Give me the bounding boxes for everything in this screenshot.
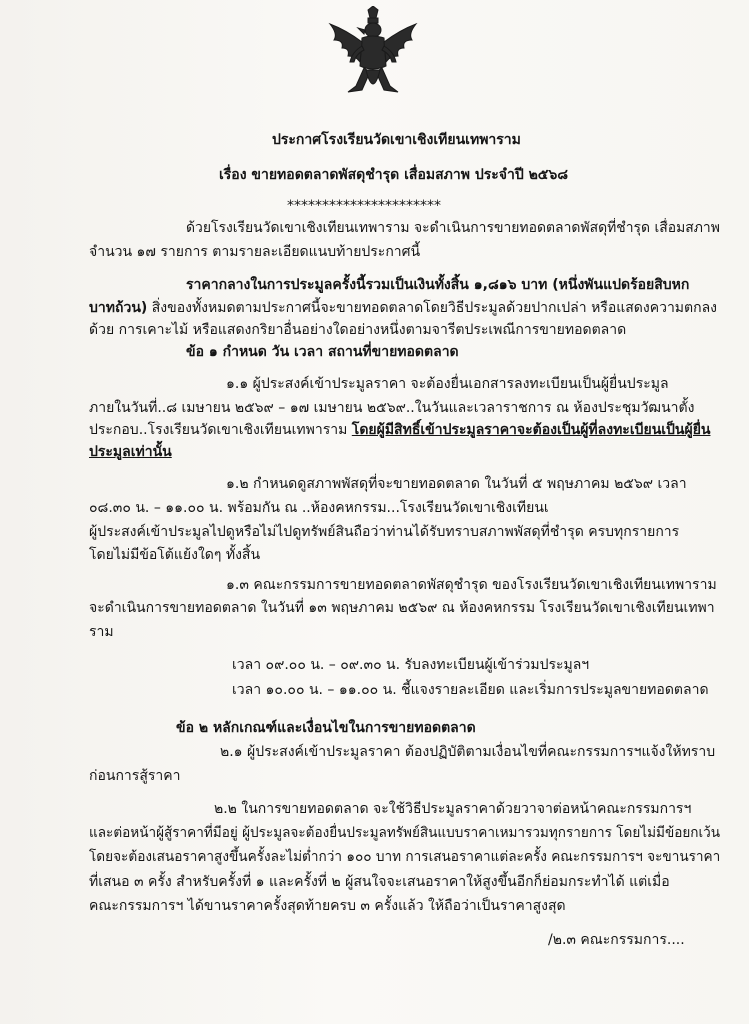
intro-line-2: จำนวน ๑๗ รายการ ตามรายละเอียดแนบท้ายประกาศนี้ <box>89 244 421 260</box>
item-1-1-line-4: ประมูลเท่านั้น <box>89 444 172 460</box>
clause-1-heading: ข้อ ๑ กำหนด วัน เวลา สถานที่ขายทอดตลาด <box>186 344 459 360</box>
item-1-3-line-2: จะดำเนินการขายทอดตลาด ในวันที่ ๑๓ พฤษภาคม ๒๕๖๙ ณ ห้องคหกรรม โรงเรียนวัดเขาเชิงเทียนเทพา <box>89 600 715 616</box>
item-1-1-line-3 <box>89 420 710 440</box>
item-1-1-line-3-underline: โดยผู้มีสิทธิ์เข้าประมูลราคาจะต้องเป็นผู้ที่ลงทะเบียนเป็นผู้ยื่น <box>351 422 711 438</box>
announcement-subject: เรื่อง ขายทอดตลาดพัสดุชำรุด เสื่อมสภาพ ประจำปี ๒๕๖๘ <box>219 167 569 183</box>
price-line-3: ด้วย การเคาะไม้ หรือแสดงกริยาอื่นอย่างใดอย่างหนึ่งตามจารีตประเพณีการขายทอดตลาด <box>89 322 627 338</box>
item-1-3-line-3: ราม <box>89 624 114 640</box>
garuda-emblem-icon <box>318 6 428 102</box>
page-continuation: /๒.๓ คณะกรรมการ.... <box>548 932 685 948</box>
price-line-2-bold: บาทถ้วน) <box>89 300 148 316</box>
item-1-2-line-4: โดยไม่มีข้อโต้แย้งใดๆ ทั้งสิ้น <box>89 547 261 563</box>
item-1-2-line-2: ๐๘.๓๐ น. – ๑๑.๐๐ น. พร้อมกัน ณ ..ห้องคหกรรม...โรงเรียนวัดเขาเชิงเทียนเ <box>89 500 549 516</box>
price-line-2 <box>89 298 717 318</box>
item-2-2-line-5: คณะกรรมการฯ ได้ขานราคาครั้งสุดท้ายครบ ๓ ครั้งแล้ว ให้ถือว่าเป็นราคาสูงสุด <box>89 898 566 914</box>
price-line-1: ราคากลางในการประมูลครั้งนี้รวมเป็นเงินทั้งสิ้น ๑,๘๑๖ บาท (หนึ่งพันแปดร้อยสิบหก <box>186 277 690 293</box>
item-2-1-line-2: ก่อนการสู้ราคา <box>89 768 181 784</box>
item-1-1-line-3-plain: ประกอบ..โรงเรียนวัดเขาเชิงเทียนเทพาราม <box>89 422 352 438</box>
divider-stars: ********************** <box>287 198 441 214</box>
item-2-2-line-3: โดยจะต้องเสนอราคาสูงขึ้นครั้งละไม่ต่ำกว่า ๑๐๐ บาท การเสนอราคาแต่ละครั้ง คณะกรรมการฯ จะขานราคา <box>89 849 721 865</box>
clause-2-heading: ข้อ ๒ หลักเกณฑ์และเงื่อนไขในการขายทอดตลาด <box>176 720 476 736</box>
item-1-1-line-2: ภายในวันที่..๘ เมษายน ๒๕๖๙ – ๑๗ เมษายน ๒๕๖๙..ในวันและเวลาราชการ ณ ห้องประชุมวัฒนาตั้ง <box>89 400 695 416</box>
item-2-2-line-2: และต่อหน้าผู้สู้ราคาที่มีอยู่ ผู้ประมูลจะต้องยื่นประมูลทรัพย์สินแบบราคาเหมารวมทุกรายการ โดยไม่มีข้อยกเว้น <box>89 825 720 841</box>
item-1-2-line-1: ๑.๒ กำหนดดูสภาพพัสดุที่จะขายทอดตลาด ในวันที่ ๕ พฤษภาคม ๒๕๖๙ เวลา <box>226 476 687 492</box>
announcement-title: ประกาศโรงเรียนวัดเขาเชิงเทียนเทพาราม <box>272 132 521 148</box>
schedule-line-1: เวลา ๐๙.๐๐ น. – ๐๙.๓๐ น. รับลงทะเบียนผู้เข้าร่วมประมูลฯ <box>232 657 590 673</box>
item-1-2-line-3: ผู้ประสงค์เข้าประมูลไปดูหรือไม่ไปดูทรัพย์สินถือว่าท่านได้รับทราบสภาพพัสดุที่ชำรุด ครบทุกรายการ <box>89 524 680 540</box>
item-1-3-line-1: ๑.๓ คณะกรรมการขายทอดตลาดพัสดุชำรุด ของโรงเรียนวัดเขาเชิงเทียนเทพาราม <box>226 577 717 593</box>
item-1-1-line-1: ๑.๑ ผู้ประสงค์เข้าประมูลราคา จะต้องยื่นเอกสารลงทะเบียนเป็นผู้ยื่นประมูล <box>226 376 669 392</box>
item-2-2-line-4: ที่เสนอ ๓ ครั้ง สำหรับครั้งที่ ๑ และครั้งที่ ๒ ผู้สนใจจะเสนอราคาให้สูงขึ้นอีกก็ย่อมกระทำได้ แต่เมื่อ <box>89 874 670 890</box>
item-2-2-line-1: ๒.๒ ในการขายทอดตลาด จะใช้วิธีประมูลราคาด้วยวาจาต่อหน้าคณะกรรมการฯ <box>214 801 692 817</box>
schedule-line-2: เวลา ๑๐.๐๐ น. – ๑๑.๐๐ น. ชี้แจงรายละเอียด และเริ่มการประมูลขายทอดตลาด <box>232 682 709 698</box>
item-2-1-line-1: ๒.๑ ผู้ประสงค์เข้าประมูลราคา ต้องปฏิบัติตามเงื่อนไขที่คณะกรรมการฯแจ้งให้ทราบ <box>220 744 716 760</box>
intro-line-1: ด้วยโรงเรียนวัดเขาเชิงเทียนเทพาราม จะดำเนินการขายทอดตลาดพัสดุที่ชำรุด เสื่อมสภาพ <box>186 220 720 236</box>
price-line-2-rest: สิ่งของทั้งหมดตามประกาศนี้จะขายทอดตลาดโดยวิธีประมูลด้วยปากเปล่า หรือแสดงความตกลง <box>147 300 718 316</box>
